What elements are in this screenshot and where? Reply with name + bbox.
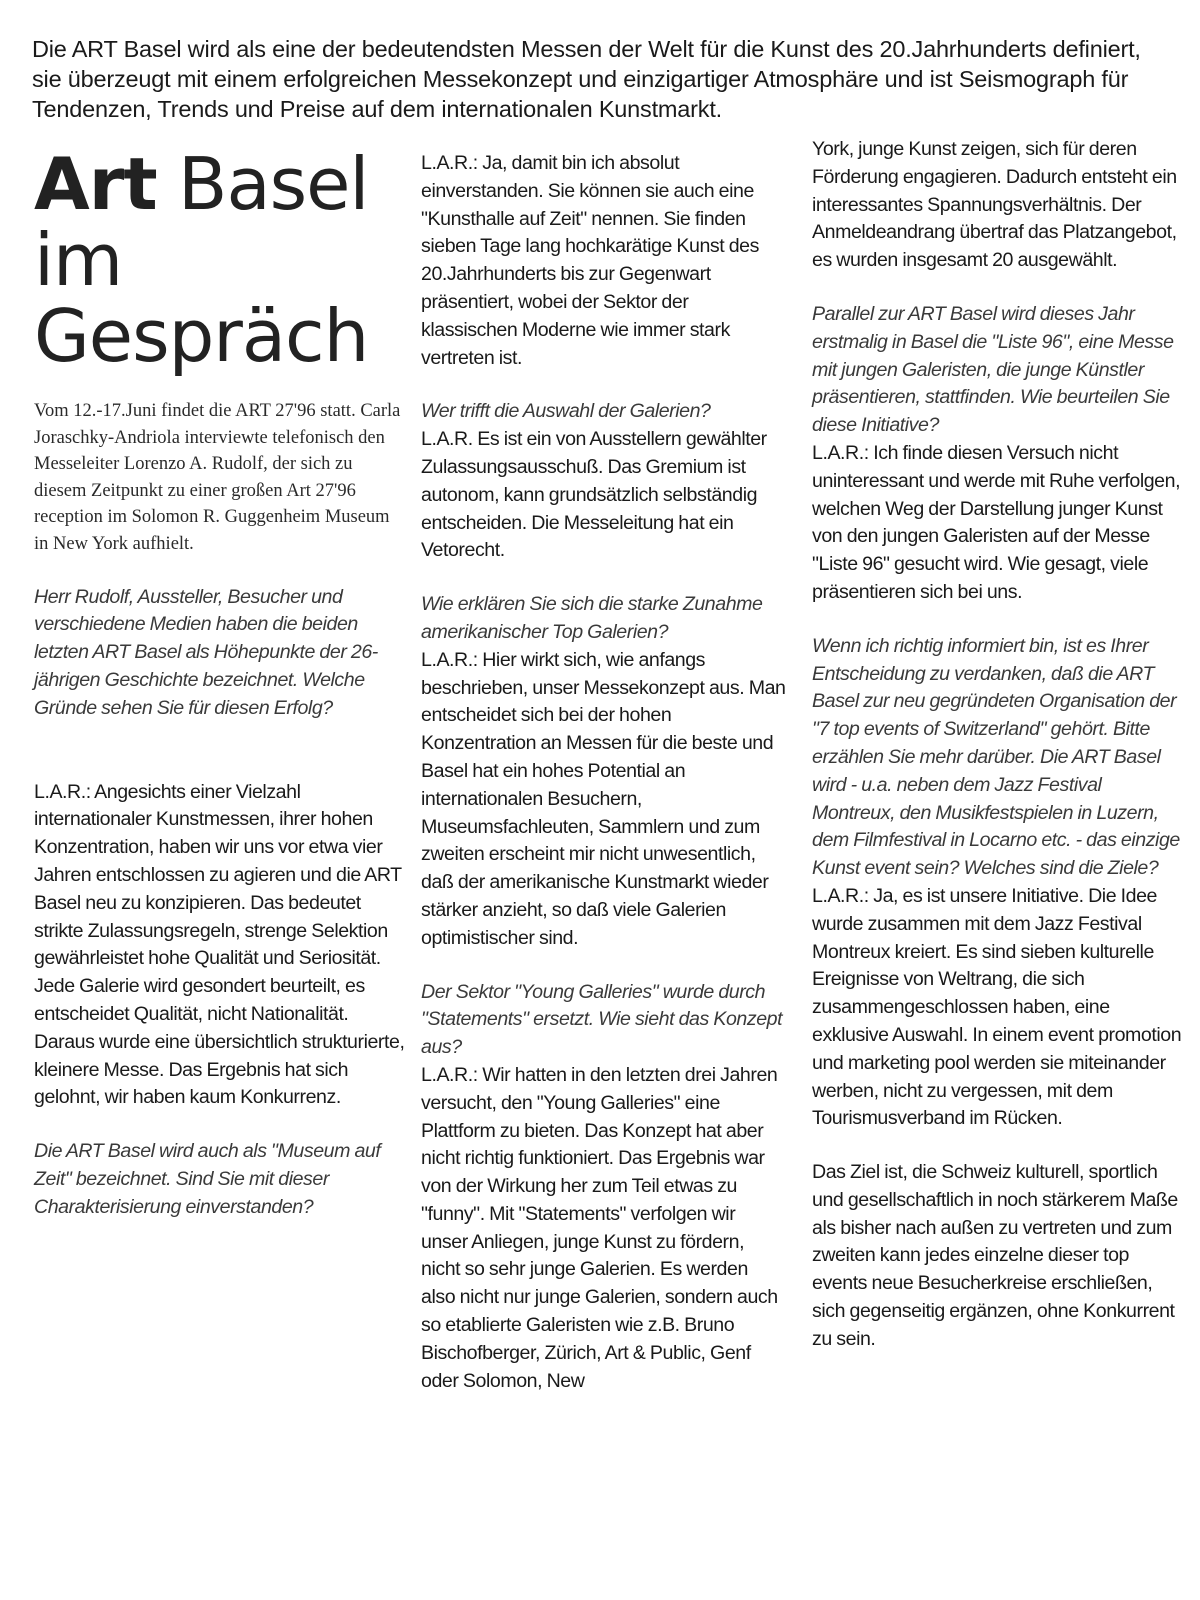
answer-6: L.A.R.: Ich finde diesen Versuch nicht uninteressant und werde mit Ruhe verfolgen, welchen Weg der Darstellung junger Kunst von den jungen Galeristen auf der Messe "Liste 96" gesucht wird. Wie gesagt, viele präsentieren sich bei uns. — [812, 441, 1181, 603]
column-middle — [421, 150, 786, 1395]
question-1: Herr Rudolf, Aussteller, Besucher und verschiedene Medien haben die beiden letzten ART Basel als Höhepunkte der 26-jährigen Geschichte bezeichnet. Welche Gründe sehen Sie für diesen Erfolg? — [34, 585, 378, 719]
title-word-basel: Basel — [178, 142, 369, 226]
title-bold-word: Art — [34, 142, 157, 226]
question-6: Parallel zur ART Basel wird dieses Jahr erstmalig in Basel die "Liste 96", eine Messe mit jungen Galeristen, die junge Künstler präsentieren, stattfinden. Wie beurteilen Sie diese Initiative? — [812, 302, 1174, 437]
closing-paragraph: Das Ziel ist, die Schweiz kulturell, sportlich und gesellschaftlich in noch stärkerem Maße als bisher nach außen zu vertreten und zum zweiten kann jedes einzelne dieser top events neue Besucherkreise erschließen, sich gegenseitig ergänzen, ohne Konkurrent zu sein. — [812, 1161, 1178, 1350]
title-line-gespraech: Gespräch — [34, 294, 369, 378]
question-5: Der Sektor "Young Galleries" wurde durch "Statements" ersetzt. Wie sieht das Konzept aus? — [421, 980, 783, 1059]
question-2: Die ART Basel wird auch als "Museum auf Zeit" bezeichnet. Sind Sie mit dieser Charakterisierung einverstanden? — [34, 1140, 381, 1218]
column-right — [812, 136, 1186, 1354]
answer-7: L.A.R.: Ja, es ist unsere Initiative. Die Idee wurde zusammen mit dem Jazz Festival Montreux kreiert. Es sind sieben kulturelle Ereignisse von Weltrang, die sich zusammengeschlossen haben, eine exklusive Auswahl. In einem event promotion und marketing pool werden sie miteinander werben, nicht zu vergessen, mit dem Tourismusverband im Rücken. — [812, 884, 1182, 1130]
answer-5: L.A.R.: Wir hatten in den letzten drei Jahren versucht, den "Young Galleries" eine Plattform zu bieten. Das Konzept hat aber nicht richtig funktioniert. Das Ergebnis war von der Wirkung her zum Teil etwas zu "funny". Mit "Statements" verfolgen wir unser Anliegen, junge Kunst zu fördern, nicht so sehr junge Galerien. Es werden also nicht nur junge Galerien, sondern auch so etablierte Galeristen wie z.B. Bruno Bischofberger, Zürich, Art & Public, Genf oder Solomon, New — [421, 1063, 778, 1392]
question-7: Wenn ich richtig informiert bin, ist es Ihrer Entscheidung zu verdanken, daß die ART Basel zur neu gegründeten Organisation der "7 top events of Switzerland" gehört. Bitte erzählen Sie mehr darüber. Die ART Basel wird - u.a. neben dem Jazz Festival Montreux, den Musikfestspielen in Luzern, dem Filmfestival in Locarno etc. - das einzige Kunst event sein? Welches sind die Ziele? — [812, 634, 1180, 880]
column-left — [34, 136, 406, 1222]
answer-4: L.A.R.: Hier wirkt sich, wie anfangs beschrieben, unser Messekonzept aus. Man entscheidet sich bei der hohen Konzentration an Messen für die beste und Basel hat ein hohes Potential an internationalen Besuchern, Museumsfachleuten, Sammlern und zum zweiten erscheint mir nicht unwesentlich, daß der amerikanische Kunstmarkt wieder stärker anzieht, so daß viele Galerien optimistischer sind. — [421, 648, 786, 949]
answer-2: L.A.R.: Ja, damit bin ich absolut einverstanden. Sie können sie auch eine "Kunsthalle auf Zeit" nennen. Sie finden sieben Tage lang hochkarätige Kunst des 20.Jahrhunderts bis zur Gegenwart präsentiert, wobei der Sektor der klassischen Moderne wie immer stark vertreten ist. — [421, 152, 759, 369]
intro-paragraph: Vom 12.-17.Juni findet die ART 27'96 statt. Carla Joraschky-Andriola interviewte telefonisch den Messeleiter Lorenzo A. Rudolf, der sich zu diesem Zeitpunkt zu einer großen Art 27'96 reception im Solomon R. Guggenheim Museum in New York aufhielt. — [34, 401, 401, 554]
answer-5-continued: York, junge Kunst zeigen, sich für deren Förderung engagieren. Dadurch entsteht ein interessantes Spannungsverhältnis. Der Anmeldeandrang übertraf das Platzangebot, es wurden insgesamt 20 ausgewählt. — [812, 138, 1177, 272]
article-title — [34, 142, 406, 378]
question-3: Wer trifft die Auswahl der Galerien? — [421, 400, 711, 423]
answer-3: L.A.R. Es ist ein von Ausstellern gewählter Zulassungsausschuß. Das Gremium ist autonom, kann grundsätzlich selbständig entscheiden. Die Messeleitung hat ein Vetorecht. — [421, 428, 767, 562]
title-line-im: im — [34, 218, 123, 302]
lead-paragraph: Die ART Basel wird als eine der bedeutendsten Messen der Welt für die Kunst des 20.Jahrhunderts definiert, sie überzeugt mit einem erfolgreichen Messekonzept und einzigartiger Atmosphäre und ist Seismograph für Tendenzen, Trends und Preise auf dem internationalen Kunstmarkt. — [32, 36, 1141, 122]
answer-1: L.A.R.: Angesichts einer Vielzahl internationaler Kunstmessen, ihrer hohen Konzentration, haben wir uns vor etwa vier Jahren entschlossen zu agieren und die ART Basel neu zu konzipieren. Das bedeutet strikte Zulassungsregeln, strenge Selektion gewährleistet hohe Qualität und Seriosität. Jede Galerie wird gesondert beurteilt, es entscheidet Qualität, nicht Nationalität. Daraus wurde eine übersichtlich strukturierte, kleinere Messe. Das Ergebnis hat sich gelohnt, wir haben kaum Konkurrenz. — [34, 780, 405, 1109]
question-4: Wie erklären Sie sich die starke Zunahme amerikanischer Top Galerien? — [421, 593, 763, 643]
